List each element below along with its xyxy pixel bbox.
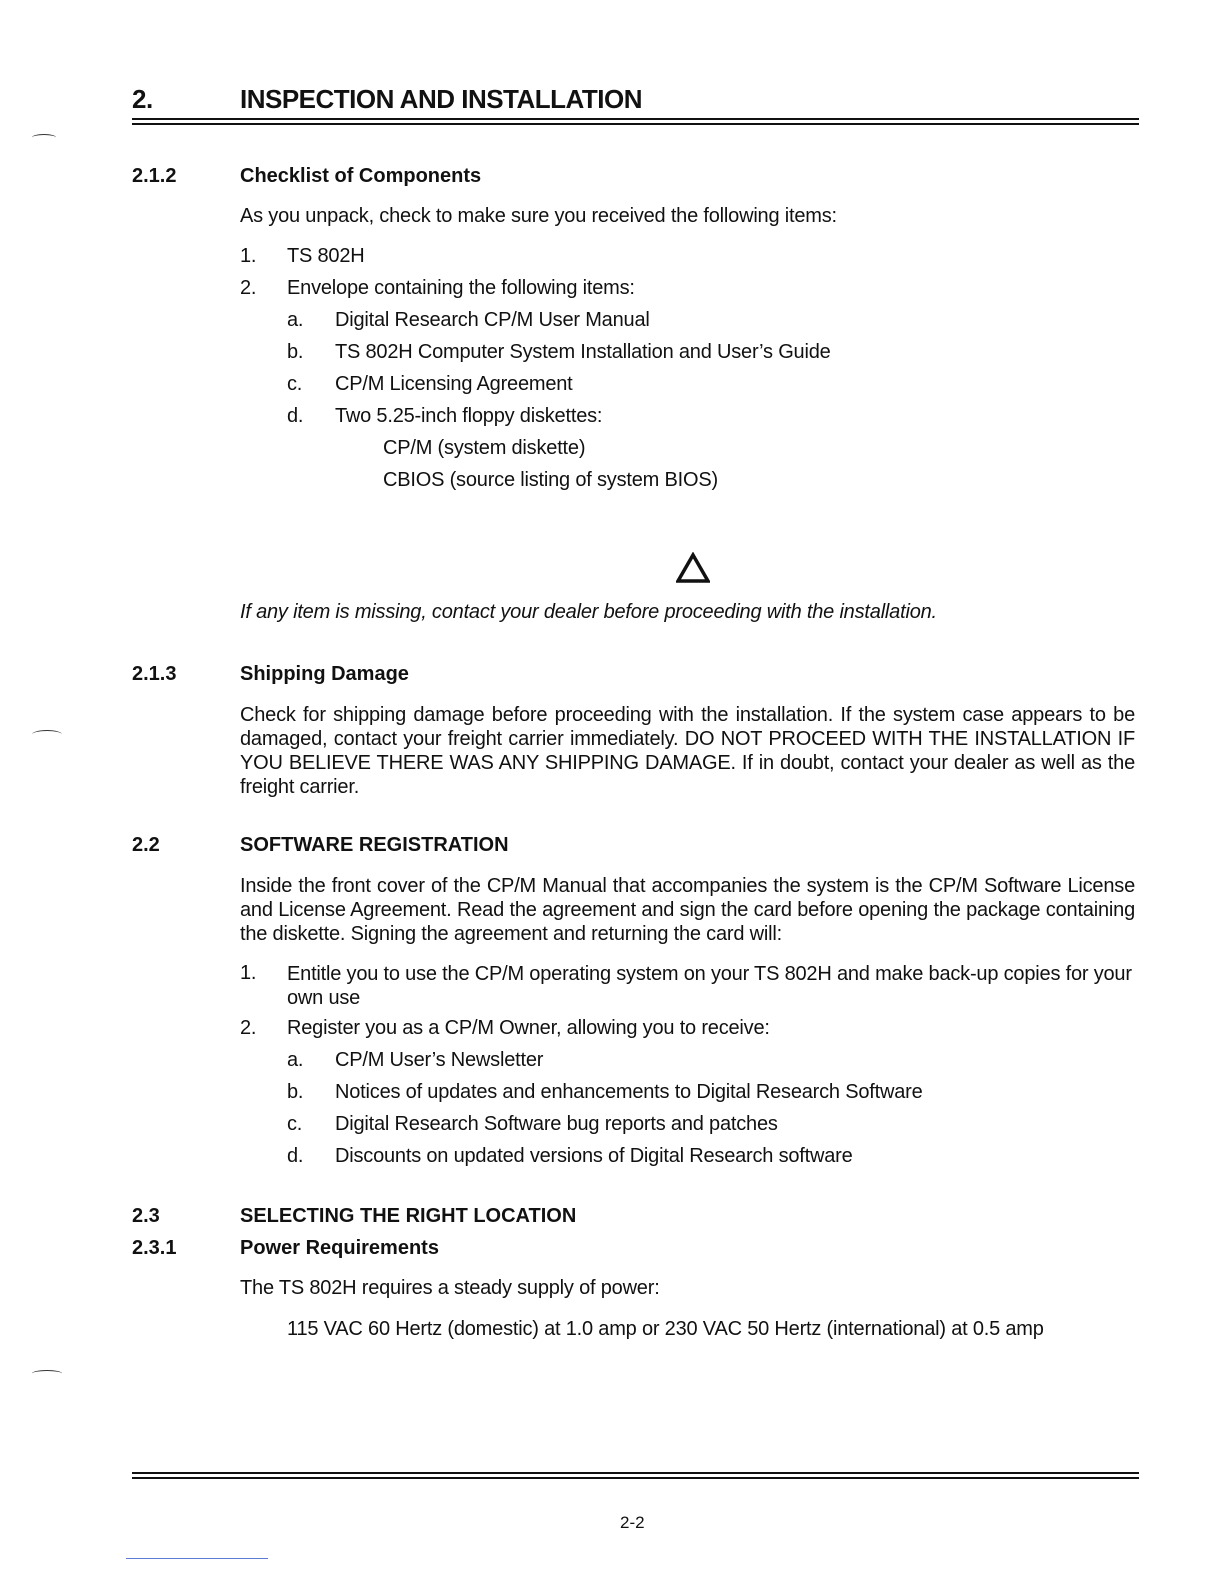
- sublist-marker: a.: [287, 1049, 304, 1071]
- sublist-marker: b.: [287, 1081, 304, 1103]
- footer-rule-bottom: [132, 1477, 1139, 1479]
- scan-edge-line: [126, 1558, 268, 1559]
- sublist-marker: a.: [287, 309, 304, 331]
- list-item: Entitle you to use the CP/M operating system on your TS 802H and make back-up copies for your own use: [287, 963, 1132, 1009]
- diskette-item: CP/M (system diskette): [383, 437, 586, 459]
- section-intro: As you unpack, check to make sure you received the following items:: [240, 205, 837, 227]
- page-number: 2-2: [620, 1513, 645, 1532]
- warning-text: If any item is missing, contact your dealer before proceeding with the installation.: [240, 601, 937, 623]
- sublist-marker: b.: [287, 341, 304, 363]
- list-item: Register you as a CP/M Owner, allowing you to receive:: [287, 1017, 770, 1039]
- sublist-marker: d.: [287, 405, 304, 427]
- list-marker: 1.: [240, 245, 257, 267]
- list-item: TS 802H: [287, 245, 365, 267]
- sublist-item: CP/M Licensing Agreement: [335, 373, 573, 395]
- sublist-marker: c.: [287, 1113, 303, 1135]
- section-title: Power Requirements: [240, 1237, 439, 1259]
- scan-mark: [32, 730, 62, 739]
- sublist-marker: c.: [287, 373, 303, 395]
- sublist-item: Discounts on updated versions of Digital Research software: [335, 1145, 853, 1167]
- sublist-item: TS 802H Computer System Installation and User’s Guide: [335, 341, 831, 363]
- chapter-title: INSPECTION AND INSTALLATION: [240, 84, 643, 114]
- footer-rule-top: [132, 1472, 1139, 1474]
- section-paragraph: Check for shipping damage before proceeding with the installation. If the system case appears to be damaged, contact your freight carrier immediately. DO NOT PROCEED WITH THE INSTALLATION IF YOU BELIEVE THERE WAS ANY SHIPPING DAMAGE. If in doubt, contact your dealer as well as the freight carrier.: [240, 704, 1135, 798]
- section-title: Checklist of Components: [240, 165, 482, 187]
- section-paragraph: Inside the front cover of the CP/M Manual that accompanies the system is the CP/M Software License and License Agreement. Read the agreement and sign the card before opening the package containing the diskette. Signing the agreement and returning the card will:: [240, 875, 1135, 945]
- list-marker: 1.: [240, 962, 257, 984]
- list-item: Envelope containing the following items:: [287, 277, 635, 299]
- sublist-item: Digital Research CP/M User Manual: [335, 309, 650, 331]
- power-spec: 115 VAC 60 Hertz (domestic) at 1.0 amp or 230 VAC 50 Hertz (international) at 0.5 amp: [287, 1318, 1044, 1340]
- section-number: 2.1.2: [132, 165, 177, 187]
- section-number: 2.3: [132, 1205, 160, 1227]
- list-marker: 2.: [240, 1017, 257, 1039]
- section-number: 2.3.1: [132, 1237, 177, 1259]
- sublist-marker: d.: [287, 1145, 304, 1167]
- sublist-item: Notices of updates and enhancements to Digital Research Software: [335, 1081, 923, 1103]
- list-marker: 2.: [240, 277, 257, 299]
- section-number: 2.2: [132, 834, 160, 856]
- chapter-number: 2.: [132, 84, 153, 114]
- header-rule-top: [132, 118, 1139, 120]
- scan-mark: [32, 1370, 62, 1377]
- section-title: SOFTWARE REGISTRATION: [240, 834, 509, 856]
- header-rule-bottom: [132, 123, 1139, 125]
- sublist-item: CP/M User’s Newsletter: [335, 1049, 544, 1071]
- section-number: 2.1.3: [132, 663, 177, 685]
- sublist-item: Digital Research Software bug reports and patches: [335, 1113, 778, 1135]
- diskette-item: CBIOS (source listing of system BIOS): [383, 469, 718, 491]
- section-title: SELECTING THE RIGHT LOCATION: [240, 1205, 577, 1227]
- warning-triangle-icon: [676, 552, 710, 584]
- sublist-item: Two 5.25-inch floppy diskettes:: [335, 405, 603, 427]
- section-title: Shipping Damage: [240, 663, 409, 685]
- scan-mark: [32, 134, 56, 141]
- section-intro: The TS 802H requires a steady supply of power:: [240, 1277, 660, 1299]
